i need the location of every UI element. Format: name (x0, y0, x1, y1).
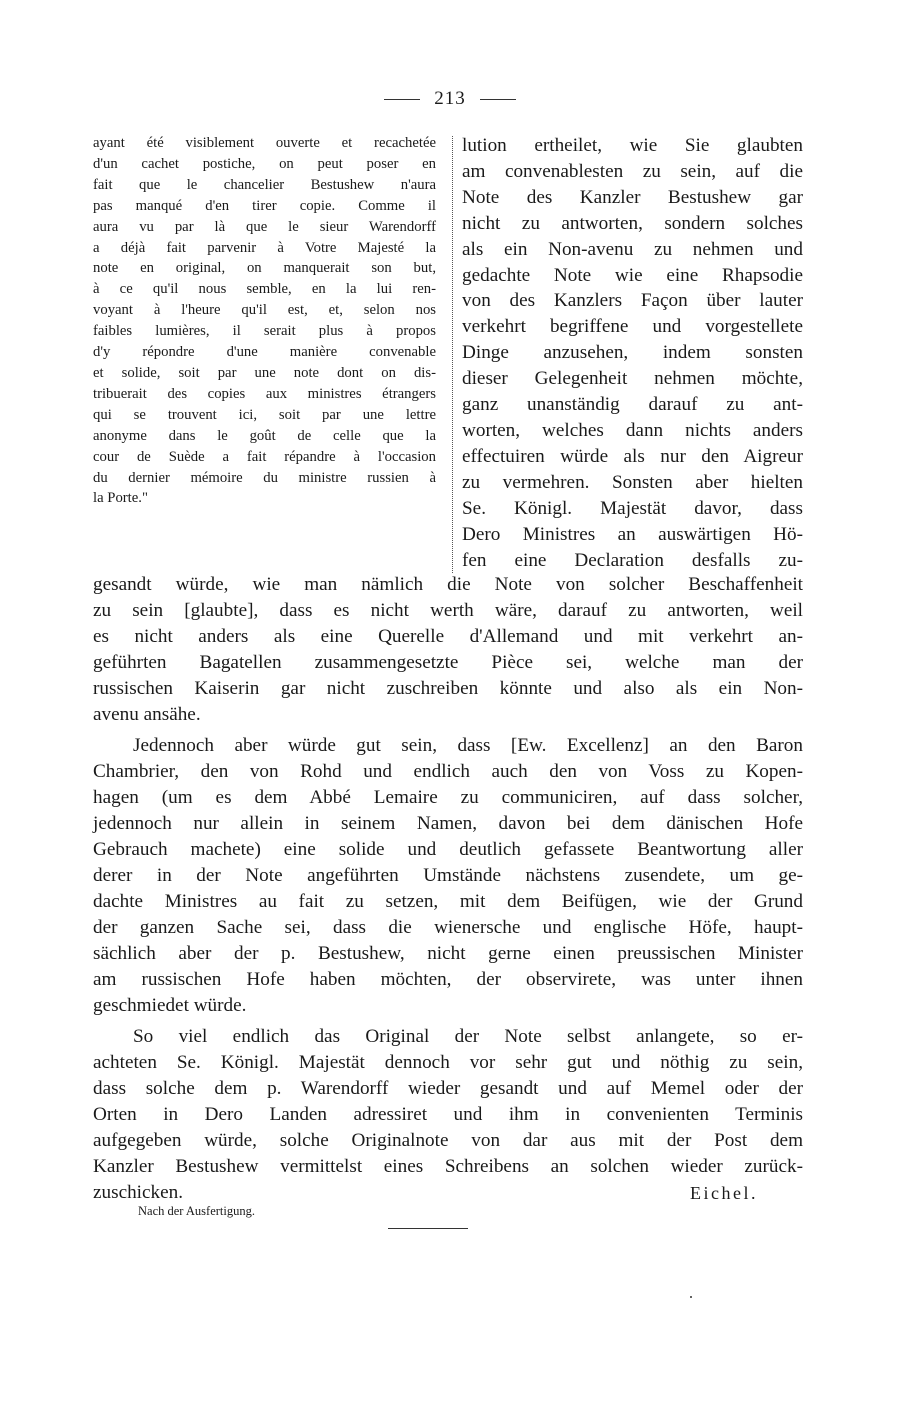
right-line: effectuiren würde als nur den Aigreur (462, 445, 803, 467)
body-line: derer in der Note angeführten Umstände nächstens zusendete, um ge- (93, 864, 803, 886)
right-line: dieser Gelegenheit nehmen möchte, (462, 368, 803, 390)
body-line: Jedennoch aber würde gut sein, dass [Ew. Excellenz] an den Baron (133, 735, 803, 757)
body-line: Chambrier, den von Rohd und endlich auch den von Voss zu Kopen- (93, 761, 803, 783)
body-line: avenu ansähe. (93, 703, 201, 725)
body-line: der ganzen Sache sei, dass die wienersche und englische Höfe, haupt- (93, 916, 803, 938)
left-line: anonyme dans le goût de celle que la (93, 427, 436, 444)
body-line: dass solche dem p. Warendorff wieder gesandt und auf Memel oder der (93, 1078, 803, 1100)
right-line: nicht zu antworten, sondern solches (462, 212, 803, 234)
right-line: von des Kanzlers Façon über lauter (462, 290, 803, 312)
left-line: la Porte." (93, 490, 148, 507)
closing-rule (388, 1228, 468, 1229)
left-line: tribuerait des copies aux ministres étrangers (93, 385, 436, 402)
right-line: worten, welches dann nichts anders (462, 419, 803, 441)
body-line: Kanzler Bestushew vermittelst eines Schreibens an solchen wieder zurück- (93, 1155, 803, 1177)
paragraph-3 (93, 1024, 803, 1205)
body-line: gesandt würde, wie man nämlich die Note von solcher Beschaffenheit (93, 574, 803, 595)
right-line: fen eine Declaration desfalls zu- (462, 549, 803, 571)
body-line: jedennoch nur allein in seinem Namen, davon bei dem dänischen Hofe (93, 813, 803, 835)
column-divider (452, 136, 453, 573)
body-line: hagen (um es dem Abbé Lemaire zu communiciren, auf dass solcher, (93, 787, 803, 809)
left-line: ayant été visiblement ouverte et recachetée (93, 135, 436, 151)
left-line: d'un cachet postiche, on peut poser en (93, 155, 436, 172)
right-line: Se. Königl. Majestät davor, dass (462, 497, 803, 519)
left-line: cour de Suède a fait répandre à l'occasion (93, 448, 436, 465)
right-line: Note des Kanzler Bestushew gar (462, 186, 803, 208)
left-line: voyant à l'heure qu'il est, et, selon nos (93, 302, 436, 319)
body-line: aufgegeben würde, solche Originalnote von dar aus mit der Post dem (93, 1130, 803, 1152)
paragraph-2 (93, 733, 803, 1018)
body-line: So viel endlich das Original der Note selbst anlangete, so er- (133, 1026, 803, 1048)
main-body-text (93, 572, 803, 1206)
header-rule-right (480, 99, 516, 100)
body-line: Orten in Dero Landen adressiret und ihm in convenienten Terminis (93, 1104, 803, 1126)
body-line: zuschicken. (93, 1181, 184, 1203)
body-line: russischen Kaiserin gar nicht zuschreiben könnte und also als ein Non- (93, 677, 803, 699)
left-line: faibles lumières, il serait plus à propos (93, 323, 436, 340)
source-note: Nach der Ausfertigung. (138, 1204, 255, 1218)
body-line: dachte Ministres au fait zu setzen, mit dem Beifügen, wie der Grund (93, 890, 803, 912)
left-line: qui se trouvent ici, soit par une lettre (93, 406, 436, 423)
right-line: zu vermehren. Sonsten aber hielten (462, 471, 803, 493)
right-line: am convenablesten zu sein, auf die (462, 160, 803, 182)
left-line: d'y répondre d'une manière convenable (93, 344, 436, 361)
left-line: note en original, on manquerait son but, (93, 260, 436, 277)
left-line: pas manqué d'en tirer copie. Comme il (93, 197, 436, 214)
left-column-french-text (93, 133, 436, 509)
body-line: am russischen Hofe haben möchten, der observirete, was unter ihnen (93, 968, 803, 990)
right-line: Dinge anzusehen, indem sonsten (462, 342, 803, 364)
body-line: sächlich aber der p. Bestushew, nicht gerne einen preussischen Minister (93, 942, 803, 964)
body-line: geschmiedet würde. (93, 994, 247, 1016)
body-line: Gebrauch machete) eine solide und deutlich gefassete Beantwortung aller (93, 839, 803, 861)
signature: Eichel. (690, 1183, 758, 1203)
left-line: et solide, soit par une note dont on dis- (93, 364, 436, 381)
right-column-german-text (462, 133, 803, 573)
left-line: a déjà fait parvenir à Votre Majesté la (93, 239, 436, 256)
print-speck (690, 1296, 692, 1298)
right-line: gedachte Note wie eine Rhapsodie (462, 264, 803, 286)
left-line: à ce qu'il nous semble, en la lui ren- (93, 281, 436, 298)
body-line: geführten Bagatellen zusammengesetzte Pièce sei, welche man der (93, 651, 803, 673)
page-number: 213 (434, 88, 466, 109)
right-line: lution ertheilet, wie Sie glaubten (462, 135, 803, 156)
left-line: du dernier mémoire du ministre russien à (93, 469, 436, 486)
right-line: als ein Non-avenu zu nehmen und (462, 238, 803, 260)
right-line: verkehrt begriffene und vorgestellete (462, 316, 803, 338)
page-header (0, 88, 900, 110)
left-line: fait que le chancelier Bestushew n'aura (93, 176, 436, 193)
right-line: Dero Ministres an auswärtigen Hö- (462, 523, 803, 545)
left-line: aura vu par là que le sieur Warendorff (93, 218, 436, 235)
body-line: zu sein [glaubte], dass es nicht werth wäre, darauf zu antworten, weil (93, 599, 803, 621)
paragraph-1 (93, 572, 803, 727)
body-line: achteten Se. Königl. Majestät dennoch vor sehr gut und nöthig zu sein, (93, 1052, 803, 1074)
right-line: ganz unanständig darauf zu ant- (462, 394, 803, 416)
body-line: es nicht anders als eine Querelle d'Allemand und mit verkehrt an- (93, 625, 803, 647)
header-rule-left (384, 99, 420, 100)
